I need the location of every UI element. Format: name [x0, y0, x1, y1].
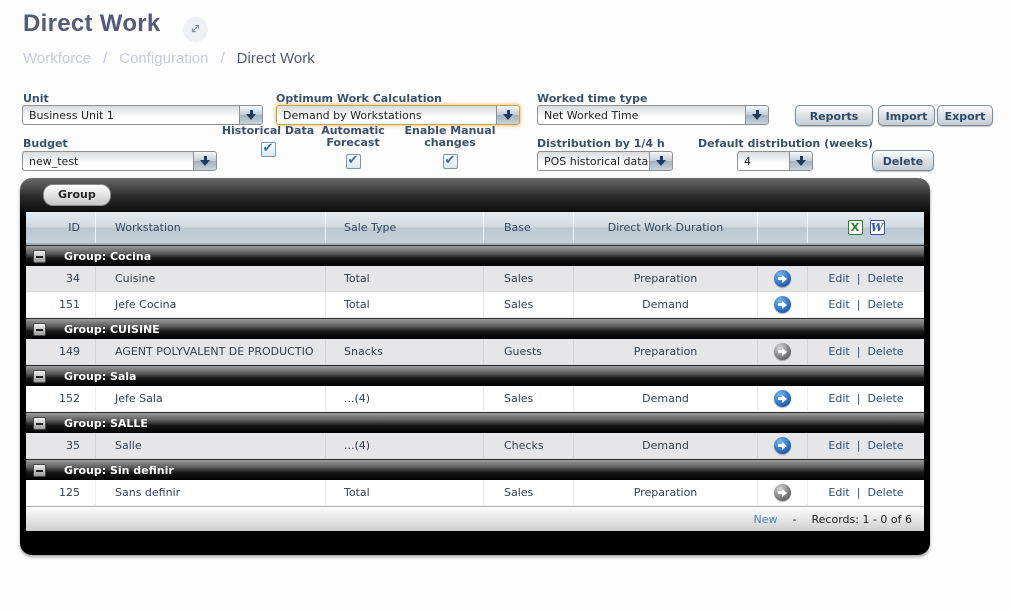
- dropdown-arrow-icon: [503, 110, 514, 120]
- table-row: [26, 433, 924, 459]
- footer-separator: -: [792, 512, 797, 526]
- budget-value: new_test: [29, 155, 79, 168]
- column-header-id[interactable]: ID: [26, 212, 96, 243]
- breadcrumb-separator: /: [103, 50, 108, 67]
- default-distribution-dropdown-button[interactable]: [789, 152, 812, 170]
- breadcrumb-separator: /: [220, 50, 225, 67]
- table: [26, 212, 924, 531]
- unit-value: Business Unit 1: [29, 109, 114, 122]
- automatic-forecast-checkbox[interactable]: [346, 154, 361, 169]
- row-duration: Preparation: [574, 339, 758, 364]
- link-separator: |: [856, 486, 861, 499]
- row-workstation: Jefe Cocina: [96, 292, 326, 317]
- expand-diagonal-arrow-icon: [189, 20, 202, 39]
- table-row: [26, 339, 924, 365]
- page-title: Direct Work: [23, 10, 161, 37]
- expand-button[interactable]: [183, 17, 208, 42]
- row-workstation: AGENT POLYVALENT DE PRODUCTIO: [96, 339, 326, 364]
- historical-data-checkbox[interactable]: [261, 142, 276, 157]
- delete-link[interactable]: Delete: [867, 298, 904, 311]
- import-button[interactable]: Import: [878, 105, 935, 126]
- row-base: Sales: [484, 386, 574, 411]
- go-arrow-icon[interactable]: [774, 484, 791, 501]
- unit-dropdown-button[interactable]: [239, 106, 262, 124]
- budget-label: Budget: [23, 137, 68, 150]
- group-header-label: Group: Cocina: [64, 249, 152, 263]
- table-row: [26, 386, 924, 412]
- row-base: Checks: [484, 433, 574, 458]
- go-arrow-icon[interactable]: [774, 390, 791, 407]
- breadcrumb-direct-work: Direct Work: [236, 50, 315, 67]
- budget-select[interactable]: [22, 151, 217, 171]
- edit-link[interactable]: Edit: [828, 392, 850, 405]
- edit-link[interactable]: Edit: [828, 345, 850, 358]
- delete-link[interactable]: Delete: [867, 272, 904, 285]
- collapse-minus-icon[interactable]: [33, 464, 46, 477]
- row-duration: Demand: [574, 433, 758, 458]
- row-workstation: Salle: [96, 433, 326, 458]
- enable-manual-changes-checkbox[interactable]: [443, 154, 458, 169]
- group-header-label: Group: Sala: [64, 369, 137, 383]
- distribution-select[interactable]: [537, 151, 673, 171]
- unit-label: Unit: [23, 92, 49, 105]
- row-id: 149: [26, 339, 96, 364]
- row-sale-type: Total: [326, 480, 484, 505]
- row-sale-type: Total: [326, 266, 484, 291]
- row-base: Sales: [484, 266, 574, 291]
- default-distribution-label: Default distribution (weeks): [698, 137, 874, 150]
- default-distribution-select[interactable]: [737, 151, 813, 171]
- direct-work-table-panel: [20, 178, 930, 555]
- delete-link[interactable]: Delete: [867, 392, 904, 405]
- worked-time-value: Net Worked Time: [544, 109, 639, 122]
- column-header-export: [808, 212, 924, 243]
- reports-button[interactable]: Reports: [795, 105, 873, 126]
- row-id: 151: [26, 292, 96, 317]
- row-sale-type: Total: [326, 292, 484, 317]
- row-base: Sales: [484, 480, 574, 505]
- table-header-row: [26, 212, 924, 245]
- worked-time-label: Worked time type: [537, 92, 648, 105]
- table-toolbar: [26, 178, 924, 212]
- optimum-label: Optimum Work Calculation: [276, 92, 442, 105]
- row-id: 35: [26, 433, 96, 458]
- delete-link[interactable]: Delete: [867, 439, 904, 452]
- column-header-sale-type[interactable]: Sale Type: [326, 212, 484, 243]
- dropdown-arrow-icon: [246, 110, 257, 120]
- row-base: Sales: [484, 292, 574, 317]
- row-workstation: Jefe Sala: [96, 386, 326, 411]
- table-footer: [26, 506, 924, 531]
- link-separator: |: [856, 392, 861, 405]
- automatic-forecast-checkbox-group: [303, 125, 403, 169]
- row-duration: Demand: [574, 292, 758, 317]
- go-arrow-icon[interactable]: [774, 270, 791, 287]
- optimum-dropdown-button[interactable]: [496, 106, 519, 124]
- unit-select[interactable]: [22, 105, 263, 125]
- edit-link[interactable]: Edit: [828, 272, 850, 285]
- group-header-cocina: [26, 245, 924, 266]
- dropdown-arrow-icon: [796, 156, 807, 166]
- link-separator: |: [856, 272, 861, 285]
- collapse-minus-icon[interactable]: [33, 370, 46, 383]
- table-row: [26, 266, 924, 292]
- edit-link[interactable]: Edit: [828, 439, 850, 452]
- enable-manual-changes-checkbox-group: [400, 125, 500, 169]
- column-header-base[interactable]: Base: [484, 212, 574, 243]
- row-duration: Preparation: [574, 266, 758, 291]
- group-button[interactable]: Group: [43, 184, 111, 206]
- row-sale-type: ...(4): [326, 433, 484, 458]
- excel-export-icon[interactable]: X: [848, 220, 863, 235]
- delete-link[interactable]: Delete: [867, 345, 904, 358]
- enable-manual-changes-label: Enable Manual changes: [404, 124, 496, 149]
- group-header-label: Group: Sin definir: [64, 463, 174, 477]
- group-header-cuisine: [26, 318, 924, 339]
- distribution-value: POS historical data: [544, 155, 649, 168]
- dropdown-arrow-icon: [656, 156, 667, 166]
- automatic-forecast-label: Automatic Forecast: [321, 124, 385, 149]
- row-duration: Demand: [574, 386, 758, 411]
- collapse-minus-icon[interactable]: [33, 417, 46, 430]
- table-row: [26, 480, 924, 506]
- optimum-select[interactable]: [276, 105, 520, 125]
- optimum-value: Demand by Workstations: [283, 109, 422, 122]
- link-separator: |: [856, 439, 861, 452]
- go-arrow-icon[interactable]: [774, 343, 791, 360]
- group-header-salle: [26, 412, 924, 433]
- export-button[interactable]: Export: [937, 105, 993, 126]
- row-sale-type: Snacks: [326, 339, 484, 364]
- group-header-sin-definir: [26, 459, 924, 480]
- distribution-dropdown-button[interactable]: [649, 152, 672, 170]
- link-separator: |: [856, 298, 861, 311]
- row-id: 125: [26, 480, 96, 505]
- new-record-link[interactable]: New: [753, 512, 778, 526]
- row-id: 152: [26, 386, 96, 411]
- row-base: Guests: [484, 339, 574, 364]
- column-header-arrow: [758, 212, 808, 243]
- historical-data-label: Historical Data: [221, 124, 315, 137]
- word-export-icon[interactable]: W: [870, 221, 884, 234]
- default-distribution-value: 4: [744, 155, 751, 168]
- edit-link[interactable]: Edit: [828, 486, 850, 499]
- row-duration: Preparation: [574, 480, 758, 505]
- group-header-label: Group: CUISINE: [64, 322, 160, 336]
- collapse-minus-icon[interactable]: [33, 250, 46, 263]
- collapse-minus-icon[interactable]: [33, 323, 46, 336]
- delete-button[interactable]: Delete: [872, 150, 934, 171]
- row-workstation: Cuisine: [96, 266, 326, 291]
- row-sale-type: ...(4): [326, 386, 484, 411]
- distribution-label: Distribution by 1/4 h: [537, 137, 665, 150]
- link-separator: |: [856, 345, 861, 358]
- edit-link[interactable]: Edit: [828, 298, 850, 311]
- row-workstation: Sans definir: [96, 480, 326, 505]
- group-header-label: Group: SALLE: [64, 416, 148, 430]
- breadcrumb-configuration[interactable]: Configuration: [119, 50, 209, 67]
- worked-time-dropdown-button[interactable]: [745, 106, 768, 124]
- delete-link[interactable]: Delete: [867, 486, 904, 499]
- breadcrumb-workforce[interactable]: Workforce: [23, 50, 92, 67]
- budget-dropdown-button[interactable]: [193, 152, 216, 170]
- worked-time-select[interactable]: [537, 105, 769, 125]
- dropdown-arrow-icon: [752, 110, 763, 120]
- table-row: [26, 292, 924, 318]
- go-arrow-icon[interactable]: [774, 437, 791, 454]
- row-id: 34: [26, 266, 96, 291]
- column-header-duration[interactable]: Direct Work Duration: [574, 212, 758, 243]
- records-count: Records: 1 - 0 of 6: [811, 512, 912, 526]
- breadcrumb: [23, 50, 315, 67]
- go-arrow-icon[interactable]: [774, 296, 791, 313]
- dropdown-arrow-icon: [200, 156, 211, 166]
- column-header-workstation[interactable]: Workstation: [96, 212, 326, 243]
- group-header-sala: [26, 365, 924, 386]
